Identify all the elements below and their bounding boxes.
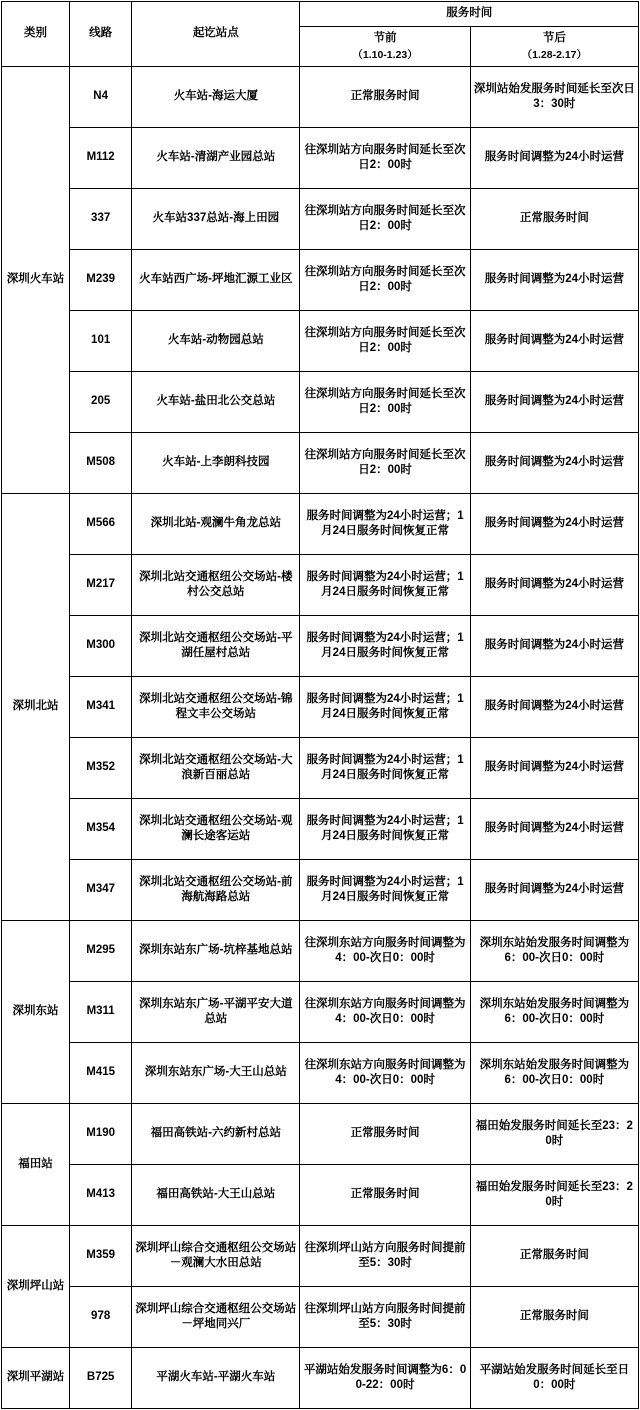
after-holiday-cell: 服务时间调整为24小时运营	[470, 433, 638, 494]
before-holiday-cell: 服务时间调整为24小时运营；1月24日服务时间恢复正常	[300, 738, 470, 799]
stops-cell: 火车站337总站-海上田园	[132, 189, 300, 250]
table-body	[2, 67, 639, 1409]
header-stops: 起讫站点	[132, 2, 300, 67]
before-holiday-cell: 正常服务时间	[300, 1165, 470, 1226]
table-row	[2, 189, 639, 250]
before-holiday-cell: 服务时间调整为24小时运营；1月24日服务时间恢复正常	[300, 555, 470, 616]
table-row	[2, 67, 639, 128]
before-holiday-cell: 正常服务时间	[300, 1104, 470, 1165]
table-row	[2, 1104, 639, 1165]
after-holiday-cell: 服务时间调整为24小时运营	[470, 250, 638, 311]
stops-cell: 深圳北站交通枢纽公交场站-锦程文丰公交场站	[132, 677, 300, 738]
after-holiday-cell: 正常服务时间	[470, 189, 638, 250]
before-holiday-cell: 往深圳东站方向服务时间调整为4：00-次日0：00时	[300, 921, 470, 982]
table-row	[2, 677, 639, 738]
after-holiday-cell: 服务时间调整为24小时运营	[470, 616, 638, 677]
header-before	[300, 26, 470, 67]
table-row	[2, 128, 639, 189]
table-row	[2, 250, 639, 311]
line-number-cell: M508	[70, 433, 132, 494]
table-row	[2, 982, 639, 1043]
line-number-cell: M311	[70, 982, 132, 1043]
line-number-cell: M359	[70, 1226, 132, 1287]
stops-cell: 火车站-上李朗科技园	[132, 433, 300, 494]
before-holiday-cell: 正常服务时间	[300, 67, 470, 128]
header-before-date: （1.10-1.23）	[352, 49, 418, 62]
before-holiday-cell: 往深圳坪山站方向服务时间提前至5：30时	[300, 1226, 470, 1287]
before-holiday-cell: 往深圳站方向服务时间延长至次日2：00时	[300, 250, 470, 311]
line-number-cell: M217	[70, 555, 132, 616]
before-holiday-cell: 服务时间调整为24小时运营；1月24日服务时间恢复正常	[300, 616, 470, 677]
before-holiday-cell: 服务时间调整为24小时运营；1月24日服务时间恢复正常	[300, 677, 470, 738]
after-holiday-cell: 服务时间调整为24小时运营	[470, 311, 638, 372]
table-row	[2, 1043, 639, 1104]
after-holiday-cell: 服务时间调整为24小时运营	[470, 738, 638, 799]
after-holiday-cell: 服务时间调整为24小时运营	[470, 372, 638, 433]
stops-cell: 深圳坪山综合交通枢纽公交场站－观澜大水田总站	[132, 1226, 300, 1287]
line-number-cell: M415	[70, 1043, 132, 1104]
stops-cell: 火车站西广场-坪地汇源工业区	[132, 250, 300, 311]
before-holiday-cell: 往深圳站方向服务时间延长至次日2：00时	[300, 189, 470, 250]
table-header	[2, 2, 639, 67]
stops-cell: 深圳北站交通枢纽公交场站-观澜长途客运站	[132, 799, 300, 860]
before-holiday-cell: 服务时间调整为24小时运营；1月24日服务时间恢复正常	[300, 494, 470, 555]
header-category: 类别	[2, 2, 70, 67]
table-row	[2, 311, 639, 372]
line-number-cell: M295	[70, 921, 132, 982]
table-row	[2, 494, 639, 555]
table-row	[2, 1348, 639, 1409]
table-row	[2, 1226, 639, 1287]
line-number-cell: N4	[70, 67, 132, 128]
after-holiday-cell: 福田始发服务时间延长至23：20时	[470, 1104, 638, 1165]
before-holiday-cell: 往深圳站方向服务时间延长至次日2：00时	[300, 433, 470, 494]
bus-schedule-table	[1, 1, 639, 1409]
table-row	[2, 555, 639, 616]
line-number-cell: M352	[70, 738, 132, 799]
table-row	[2, 1165, 639, 1226]
category-cell: 福田站	[2, 1104, 70, 1226]
stops-cell: 深圳坪山综合交通枢纽公交场站－坪地同兴厂	[132, 1287, 300, 1348]
before-holiday-cell: 往深圳东站方向服务时间调整为4：00-次日0：00时	[300, 982, 470, 1043]
table-row	[2, 860, 639, 921]
category-cell: 深圳火车站	[2, 67, 70, 494]
table-row	[2, 372, 639, 433]
stops-cell: 火车站-动物园总站	[132, 311, 300, 372]
stops-cell: 福田高铁站-大王山总站	[132, 1165, 300, 1226]
after-holiday-cell: 福田始发服务时间延长至23：20时	[470, 1165, 638, 1226]
header-row-top	[2, 2, 639, 27]
stops-cell: 福田高铁站-六约新村总站	[132, 1104, 300, 1165]
line-number-cell: 205	[70, 372, 132, 433]
table-row	[2, 799, 639, 860]
line-number-cell: M354	[70, 799, 132, 860]
before-holiday-cell: 平湖站始发服务时间调整为6：00-22：00时	[300, 1348, 470, 1409]
line-number-cell: M347	[70, 860, 132, 921]
header-line: 线路	[70, 2, 132, 67]
header-after	[470, 26, 638, 67]
table-row	[2, 616, 639, 677]
table-row	[2, 433, 639, 494]
before-holiday-cell: 服务时间调整为24小时运营；1月24日服务时间恢复正常	[300, 799, 470, 860]
after-holiday-cell: 服务时间调整为24小时运营	[470, 128, 638, 189]
stops-cell: 深圳北站-观澜牛角龙总站	[132, 494, 300, 555]
category-cell: 深圳坪山站	[2, 1226, 70, 1348]
table-row	[2, 738, 639, 799]
header-after-date: （1.28-2.17）	[521, 49, 588, 62]
after-holiday-cell: 服务时间调整为24小时运营	[470, 860, 638, 921]
after-holiday-cell: 服务时间调整为24小时运营	[470, 677, 638, 738]
stops-cell: 深圳东站东广场-坑梓基地总站	[132, 921, 300, 982]
table-row	[2, 921, 639, 982]
stops-cell: 深圳东站东广场-大王山总站	[132, 1043, 300, 1104]
stops-cell: 深圳北站交通枢纽公交场站-楼村公交总站	[132, 555, 300, 616]
after-holiday-cell: 服务时间调整为24小时运营	[470, 494, 638, 555]
stops-cell: 深圳北站交通枢纽公交场站-大浪新百丽总站	[132, 738, 300, 799]
stops-cell: 火车站-海运大厦	[132, 67, 300, 128]
header-after-label: 节后	[542, 31, 566, 44]
line-number-cell: B725	[70, 1348, 132, 1409]
after-holiday-cell: 深圳东站始发服务时间调整为6：00-次日0：00时	[470, 921, 638, 982]
after-holiday-cell: 深圳东站始发服务时间调整为6：00-次日0：00时	[470, 1043, 638, 1104]
line-number-cell: M413	[70, 1165, 132, 1226]
line-number-cell: M112	[70, 128, 132, 189]
before-holiday-cell: 往深圳东站方向服务时间调整为4：00-次日0：00时	[300, 1043, 470, 1104]
stops-cell: 平湖火车站-平湖火车站	[132, 1348, 300, 1409]
line-number-cell: M239	[70, 250, 132, 311]
bus-schedule-sheet	[0, 1, 640, 1409]
before-holiday-cell: 往深圳站方向服务时间延长至次日2：00时	[300, 128, 470, 189]
stops-cell: 深圳北站交通枢纽公交场站-前海航海路总站	[132, 860, 300, 921]
line-number-cell: 978	[70, 1287, 132, 1348]
line-number-cell: M190	[70, 1104, 132, 1165]
after-holiday-cell: 深圳东站始发服务时间调整为6：00-次日0：00时	[470, 982, 638, 1043]
category-cell: 深圳平湖站	[2, 1348, 70, 1409]
line-number-cell: M341	[70, 677, 132, 738]
header-before-label: 节前	[373, 31, 397, 44]
after-holiday-cell: 正常服务时间	[470, 1287, 638, 1348]
after-holiday-cell: 服务时间调整为24小时运营	[470, 799, 638, 860]
header-service-time: 服务时间	[300, 2, 639, 27]
after-holiday-cell: 深圳站始发服务时间延长至次日3：30时	[470, 67, 638, 128]
line-number-cell: 101	[70, 311, 132, 372]
before-holiday-cell: 往深圳站方向服务时间延长至次日2：00时	[300, 311, 470, 372]
after-holiday-cell: 正常服务时间	[470, 1226, 638, 1287]
stops-cell: 深圳北站交通枢纽公交场站-平湖任屋村总站	[132, 616, 300, 677]
line-number-cell: 337	[70, 189, 132, 250]
before-holiday-cell: 往深圳坪山站方向服务时间提前至5：30时	[300, 1287, 470, 1348]
line-number-cell: M566	[70, 494, 132, 555]
line-number-cell: M300	[70, 616, 132, 677]
before-holiday-cell: 服务时间调整为24小时运营；1月24日服务时间恢复正常	[300, 860, 470, 921]
before-holiday-cell: 往深圳站方向服务时间延长至次日2：00时	[300, 372, 470, 433]
table-row	[2, 1287, 639, 1348]
category-cell: 深圳北站	[2, 494, 70, 921]
stops-cell: 火车站-清湖产业园总站	[132, 128, 300, 189]
category-cell: 深圳东站	[2, 921, 70, 1104]
stops-cell: 火车站-盐田北公交总站	[132, 372, 300, 433]
stops-cell: 深圳东站东广场-平湖平安大道总站	[132, 982, 300, 1043]
after-holiday-cell: 平湖站始发服务时间延长至日0：00时	[470, 1348, 638, 1409]
after-holiday-cell: 服务时间调整为24小时运营	[470, 555, 638, 616]
